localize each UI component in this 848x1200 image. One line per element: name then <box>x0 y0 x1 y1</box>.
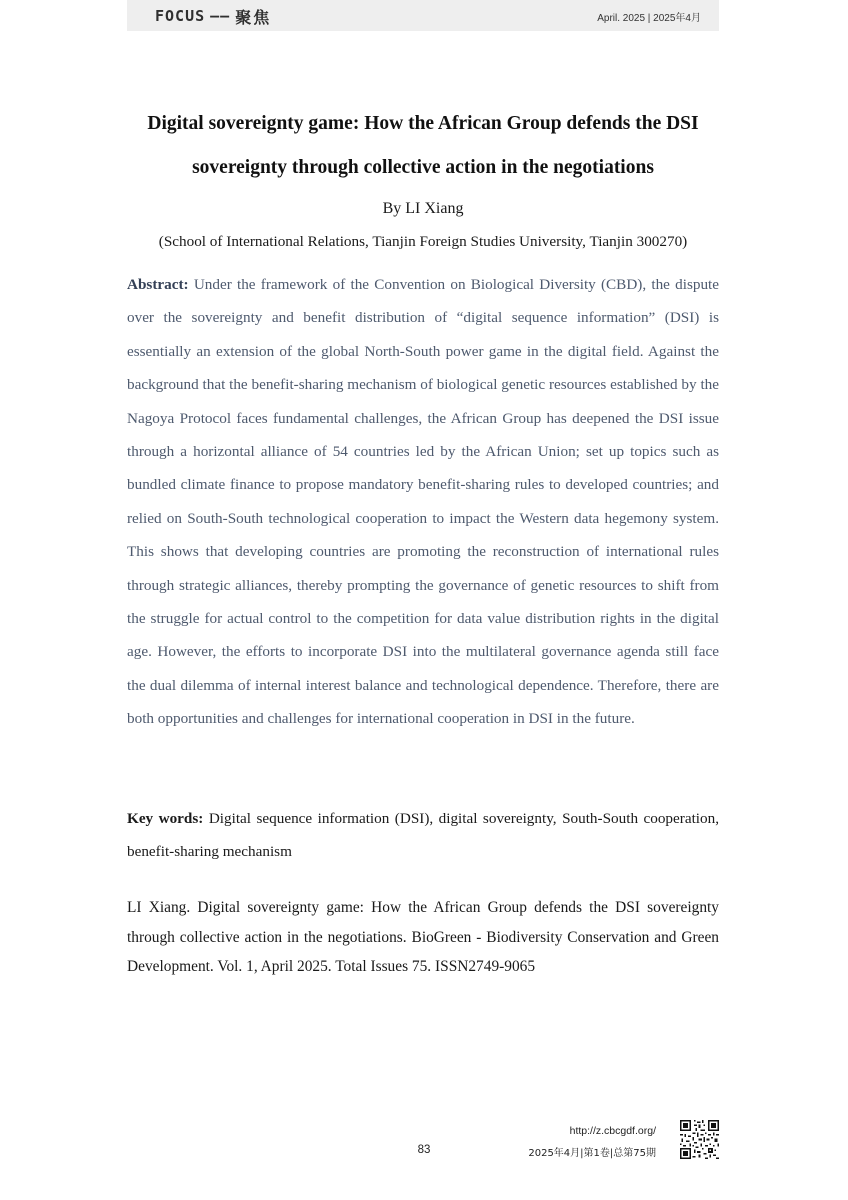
brand-en: FOCUS <box>155 7 206 25</box>
author-affiliation: (School of International Relations, Tianjin Foreign Studies University, Tianjin 300270) <box>158 233 688 250</box>
running-header <box>127 0 719 31</box>
footer-issue: 2025年4月|第1卷|总第75期 <box>528 1148 656 1159</box>
keywords-label: Key words: <box>127 810 204 827</box>
brand-separator: —— <box>210 7 231 25</box>
abstract <box>127 268 719 736</box>
abstract-text: Under the framework of the Convention on Biological Diversity (CBD), the dispute over the sovereignty and benefit distribution of “digital sequence information” (DSI) is essentially an extension of the global North-South power game in the digital field. Against the background that the benefit-sharing mechanism of biological genetic resources established by the Nagoya Protocol faces fundamental challenges, the African Group has deepened the DSI issue through a horizontal alliance of 54 countries led by the African Union; set up topics such as bundled climate finance to propose mandatory benefit-sharing rules to developed countries; and relied on South-South technological cooperation to impact the Western data hegemony system. This shows that developing countries are promoting the reconstruction of international rules through strategic alliances, thereby prompting the governance of genetic resources to shift from the struggle for actual control to the competition for data value distribution rights in the digital age. However, the efforts to incorporate DSI into the multilateral governance agenda still face the dual dilemma of internal interest balance and technological dependence. Therefore, there are both opportunities and challenges for international cooperation in DSI in the future. <box>127 276 720 728</box>
header-brand <box>155 5 271 27</box>
article-title-line-1: Digital sovereignty game: How the African Group defends the DSI <box>147 113 699 134</box>
keywords-text: Digital sequence information (DSI), digital sovereignty, South-South cooperation, benefit-sharing mechanism <box>127 810 719 861</box>
qr-code-icon <box>680 1120 719 1159</box>
abstract-label: Abstract: <box>127 276 189 293</box>
page-number: 83 <box>417 1144 431 1156</box>
footer-url[interactable]: http://z.cbcgdf.org/ <box>569 1125 656 1137</box>
keywords <box>127 802 719 869</box>
brand-cn: 聚焦 <box>235 7 272 27</box>
author-byline: By LI Xiang <box>382 200 464 217</box>
article-title-line-2: sovereignty through collective action in the negotiations <box>192 157 654 178</box>
header-date: April. 2025 | 2025年4月 <box>597 13 701 24</box>
citation: LI Xiang. Digital sovereignty game: How the African Group defends the DSI sovereignty through collective action in the negotiations. BioGreen - Biodiversity Conservation and Green Development. Vol. 1, April 2025. Total Issues 75. ISSN2749-9065 <box>127 899 719 975</box>
